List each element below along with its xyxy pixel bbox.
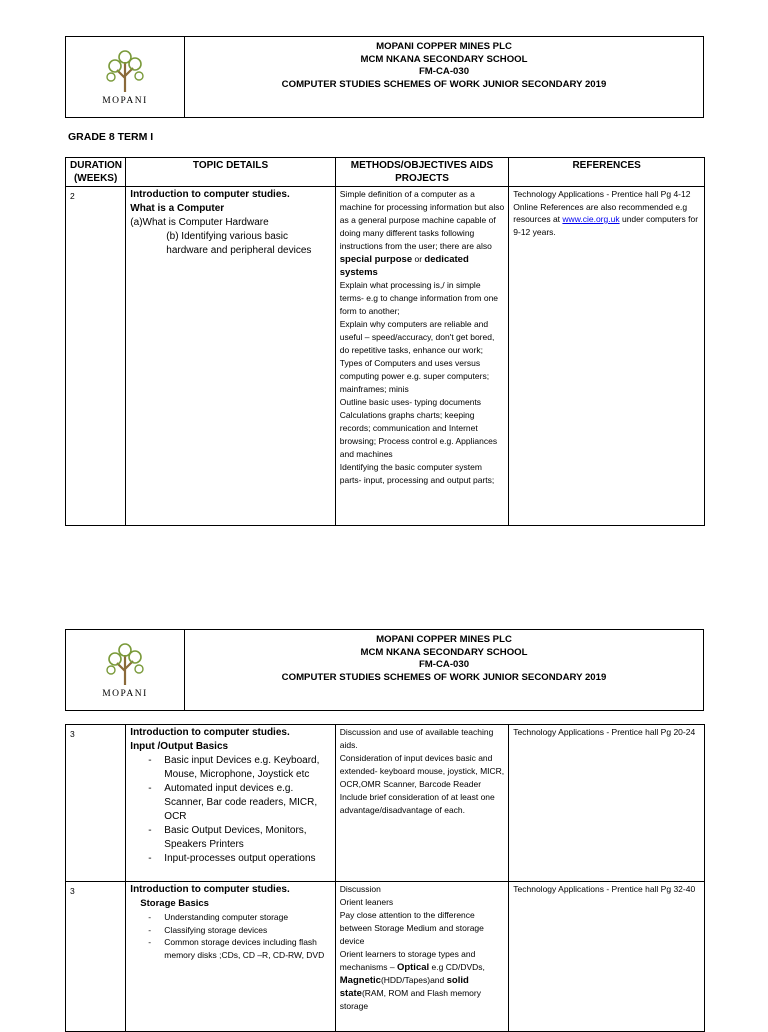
logo-box	[66, 630, 185, 710]
header-title	[185, 37, 703, 117]
topic-cell	[126, 882, 335, 1032]
methods-text: Identifying the basic computer system parts- input, processing and output parts;	[339, 462, 495, 485]
topic-cell	[126, 187, 335, 526]
topic-list	[130, 911, 330, 961]
header-line: MOPANI COPPER MINES PLC	[376, 634, 512, 645]
duration-cell: 3	[66, 725, 126, 882]
header-line: MOPANI COPPER MINES PLC	[376, 41, 512, 52]
methods-cell	[335, 882, 509, 1032]
scheme-table-2	[65, 724, 705, 1032]
header-line: MCM NKANA SECONDARY SCHOOL	[360, 53, 528, 65]
list-item: - Basic Output Devices, Monitors, Speakers Printers	[130, 824, 330, 852]
grade-title: GRADE 8 TERM I	[68, 131, 154, 143]
logo-text: MOPANI	[102, 96, 148, 106]
references-cell: Technology Applications - Prentice hall Pg 20-24	[509, 725, 705, 882]
methods-cell	[335, 725, 509, 882]
school-header-2	[65, 629, 704, 711]
header-line: FM-CA-030	[418, 659, 470, 670]
mopani-tree-icon	[103, 48, 147, 94]
col-methods: METHODS/OBJECTIVES AIDS PROJECTS	[335, 158, 509, 187]
header-title	[185, 630, 703, 710]
reference-text: Technology Applications - Prentice hall Pg 4-12	[513, 189, 691, 199]
cie-link[interactable]: www.cie.org.uk	[562, 214, 620, 224]
methods-text: Explain why computers are reliable and useful – speed/accuracy, don't get bored, do repetitive tasks, enhance our work;	[339, 319, 495, 355]
list-item: - Common storage devices including flash memory disks ;CDs, CD –R, CD-RW, DVD	[130, 936, 330, 961]
list-item: - Automated input devices e.g. Scanner, Bar code readers, MICR, OCR	[130, 782, 330, 824]
table-row	[66, 187, 705, 526]
methods-text: Orient leaners	[339, 897, 394, 907]
methods-text: Explain what processing is,/ in simple terms- e.g to change information from one form to another;	[339, 280, 499, 316]
topic-subtitle: Storage Basics	[140, 898, 209, 909]
list-item: - Input-processes output operations	[130, 852, 330, 866]
list-item: - Basic input Devices e.g. Keyboard, Mouse, Microphone, Joystick etc	[130, 754, 330, 782]
methods-text: Orient learners to storage types and mechanisms – Optical e.g CD/DVDs, Magnetic(HDD/Tapes)and solid state(RAM, ROM and Flash memory storage	[339, 949, 485, 1011]
list-item: - Understanding computer storage	[130, 911, 330, 924]
col-duration: DURATION (WEEKS)	[66, 158, 126, 187]
topic-title: Introduction to computer studies.	[130, 189, 290, 200]
logo-box	[66, 37, 185, 117]
methods-text: Types of Computers and uses versus computing power e.g. super computers; mainframes; minis	[339, 358, 490, 394]
duration-cell: 2	[66, 187, 126, 526]
topic-title: Introduction to computer studies.	[130, 884, 290, 895]
methods-text: Pay close attention to the difference between Storage Medium and storage device	[339, 910, 484, 946]
references-cell	[509, 187, 705, 526]
header-line: MCM NKANA SECONDARY SCHOOL	[360, 646, 528, 658]
methods-text: Simple definition of a computer as a machine for processing information but also as a general purpose machine capable of doing many different tasks following instructions from the user; there are also special purpose or dedicated systems	[339, 189, 505, 278]
scheme-table-1	[65, 157, 705, 526]
list-item: - Classifying storage devices	[130, 924, 330, 937]
topic-cell	[126, 725, 335, 882]
references-cell: Technology Applications - Prentice hall Pg 32-40	[509, 882, 705, 1032]
mopani-tree-icon	[103, 641, 147, 687]
topic-list	[130, 754, 330, 866]
methods-cell	[335, 187, 509, 526]
reference-text: Online References are also recommended e.g resources at www.cie.org.uk under computers for 9-12 years.	[513, 201, 699, 237]
table-row	[66, 725, 705, 882]
topic-subtitle: What is a Computer	[130, 203, 225, 214]
topic-subtitle: Input /Output Basics	[130, 741, 229, 752]
school-header	[65, 36, 704, 118]
col-references: REFERENCES	[509, 158, 705, 187]
logo-text: MOPANI	[102, 689, 148, 699]
methods-text: Discussion and use of available teaching aids.	[339, 727, 494, 750]
header-line: FM-CA-030	[418, 66, 470, 77]
table-row	[66, 882, 705, 1032]
duration-cell: 3	[66, 882, 126, 1032]
topic-item: (b) Identifying various basic hardware and peripheral devices	[166, 231, 312, 256]
col-topic: TOPIC DETAILS	[126, 158, 335, 187]
header-line: COMPUTER STUDIES SCHEMES OF WORK JUNIOR SECONDARY 2019	[281, 78, 607, 90]
topic-title: Introduction to computer studies.	[130, 727, 290, 738]
methods-text: Consideration of input devices basic and extended- keyboard mouse, joystick, MICR, OCR,OMR Scanner, Barcode Reader	[339, 753, 505, 789]
header-line: COMPUTER STUDIES SCHEMES OF WORK JUNIOR SECONDARY 2019	[281, 671, 607, 683]
table-header-row	[66, 158, 705, 187]
methods-text: Include brief consideration of at least one advantage/disadvantage of each.	[339, 792, 495, 815]
methods-text: Outline basic uses- typing documents Calculations graphs charts; keeping records; communication and Internet browsing; Process control e.g. Appliances and machines	[339, 397, 498, 459]
topic-item: (a)What is Computer Hardware	[130, 217, 269, 228]
methods-text: Discussion	[339, 884, 381, 894]
